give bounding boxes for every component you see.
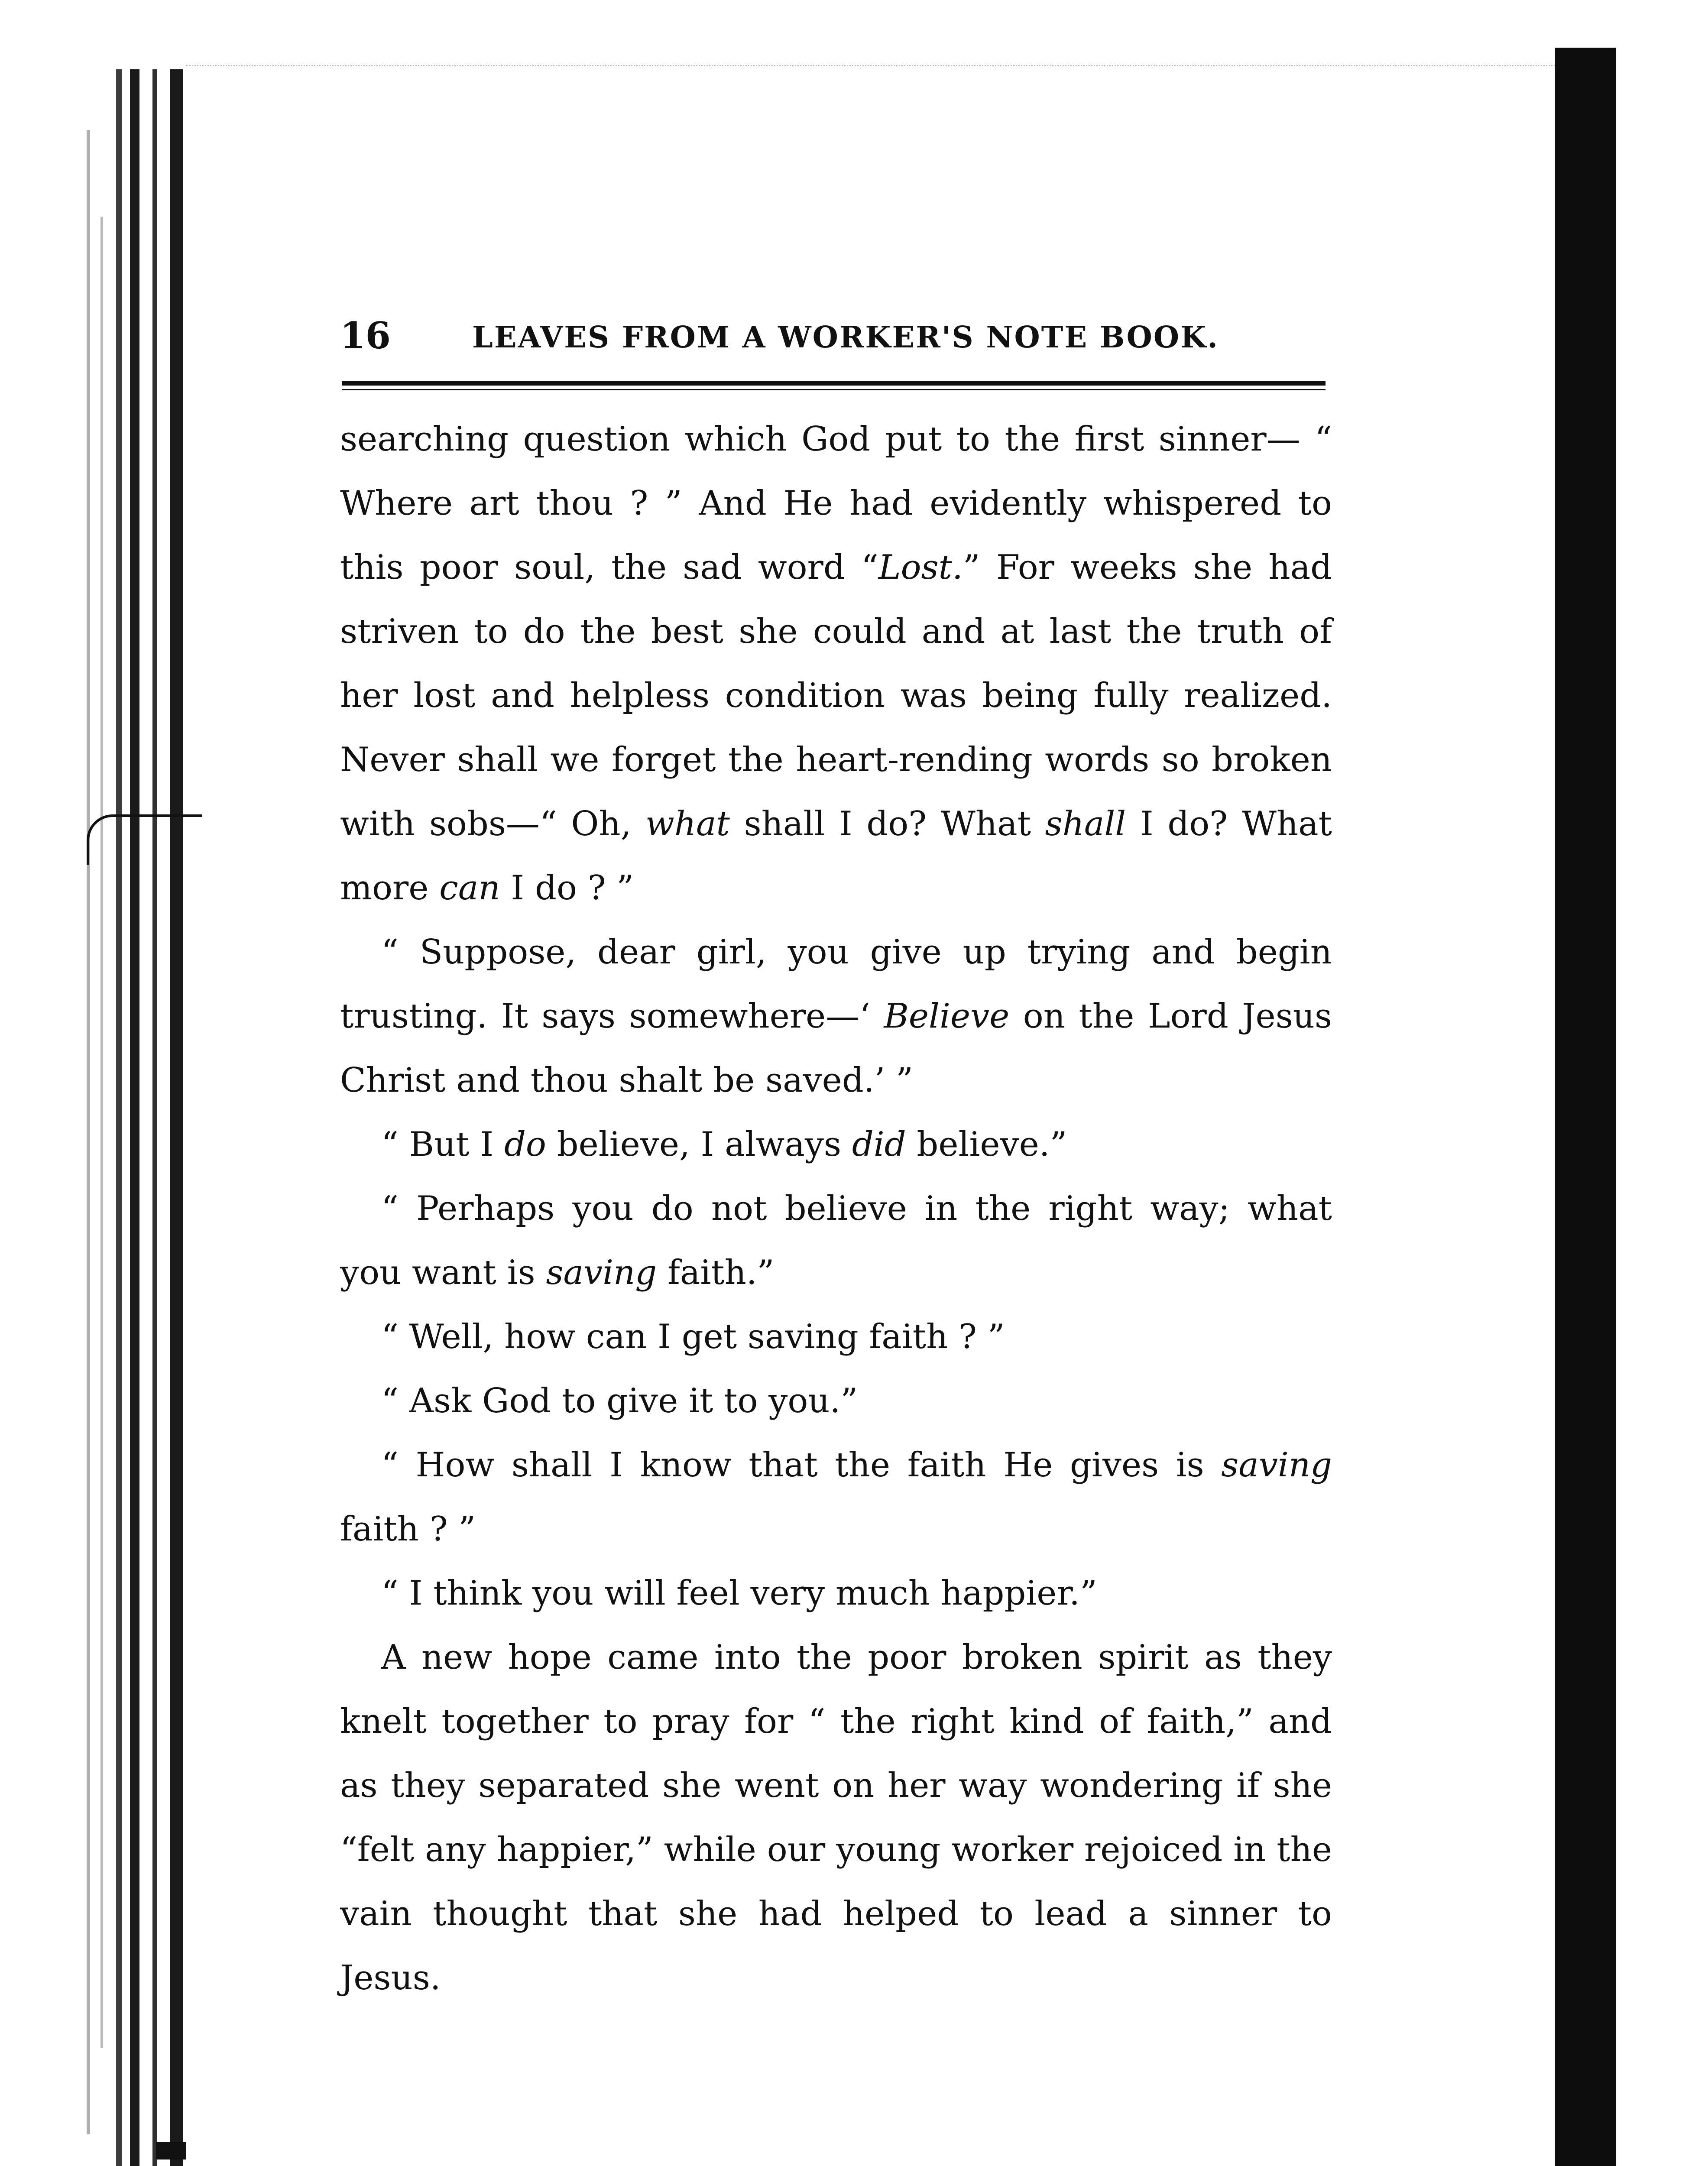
emphasized-text: shall — [1045, 804, 1126, 843]
scan-gutter-shadow — [87, 130, 90, 2134]
emphasized-text: what — [645, 804, 730, 843]
emphasized-text: do — [504, 1125, 546, 1164]
text-run: A new hope came into the poor broken spirit as they knelt together to pray for “ the right kind of faith,” and as they separated she went on her way wondering if she “felt any happier,” while our young worker rejoiced in the vain thought that she had helped to lead a sinner to Jesus. — [340, 1638, 1332, 1997]
text-run: I do ? ” — [500, 869, 634, 908]
paragraph — [340, 1561, 1332, 1625]
scan-right-edge — [1555, 48, 1616, 2166]
header-rule-thin — [342, 389, 1326, 390]
text-run: believe.” — [906, 1125, 1067, 1164]
text-run: I do? What more — [340, 804, 1332, 908]
emphasized-text: saving — [1221, 1446, 1332, 1485]
text-run: searching question which God put to the first sinner— “ Where art thou ? ” And He had evidently whispered to this poor soul, the sad word “ — [340, 420, 1332, 587]
page-top-edge — [186, 65, 1555, 67]
running-head — [340, 314, 1326, 362]
paragraph — [340, 1433, 1332, 1561]
text-run: shall I do? What — [729, 804, 1045, 843]
text-run: “ Suppose, dear girl, you give up trying and begin trusting. It says somewhere—‘ — [340, 933, 1332, 1036]
text-run: believe, I always — [546, 1125, 852, 1164]
emphasized-text: saving — [546, 1253, 657, 1292]
running-title: LEAVES FROM A WORKER'S NOTE BOOK. — [472, 320, 1219, 355]
text-run: faith.” — [657, 1253, 775, 1292]
paragraph — [340, 1625, 1332, 2010]
header-rule — [342, 381, 1326, 386]
emphasized-text: Believe — [884, 997, 1010, 1036]
emphasized-text: did — [852, 1125, 906, 1164]
paragraph — [340, 920, 1332, 1112]
scan-gutter-shadow — [100, 217, 103, 2048]
margin-pen-mark — [87, 814, 202, 865]
paragraph — [340, 1369, 1332, 1433]
paragraph — [340, 1305, 1332, 1369]
paragraph — [340, 407, 1332, 920]
text-run: “ Perhaps you do not believe in the right way; what you want is — [340, 1189, 1332, 1292]
book-spine-line — [130, 69, 139, 2166]
book-spine-line — [170, 69, 183, 2166]
text-run: “ I think you will feel very much happier.” — [381, 1574, 1097, 1613]
paragraph — [340, 1112, 1332, 1177]
emphasized-text: Lost. — [878, 548, 963, 587]
text-run: faith ? ” — [340, 1510, 476, 1549]
scan-corner-mark — [156, 2142, 186, 2160]
book-spine-line — [116, 69, 122, 2166]
paragraph — [340, 1177, 1332, 1305]
text-run: ” For weeks she had striven to do the best she could and at last the truth of her lost and helpless condition was being fully realized. Never shall we forget the heart-rending words so broken with sobs—“ Oh, — [340, 548, 1332, 843]
text-run: “ Ask God to give it to you.” — [381, 1381, 858, 1420]
book-spine-line — [152, 69, 157, 2166]
page-body-text — [340, 407, 1332, 2010]
text-run: “ Well, how can I get saving faith ? ” — [381, 1317, 1005, 1356]
text-run: “ How shall I know that the faith He gives is — [381, 1446, 1222, 1485]
emphasized-text: can — [439, 869, 500, 908]
page-number: 16 — [340, 314, 391, 357]
text-run: “ But I — [381, 1125, 504, 1164]
text-run: on the Lord Jesus Christ and thou shalt be saved.’ ” — [340, 997, 1332, 1100]
